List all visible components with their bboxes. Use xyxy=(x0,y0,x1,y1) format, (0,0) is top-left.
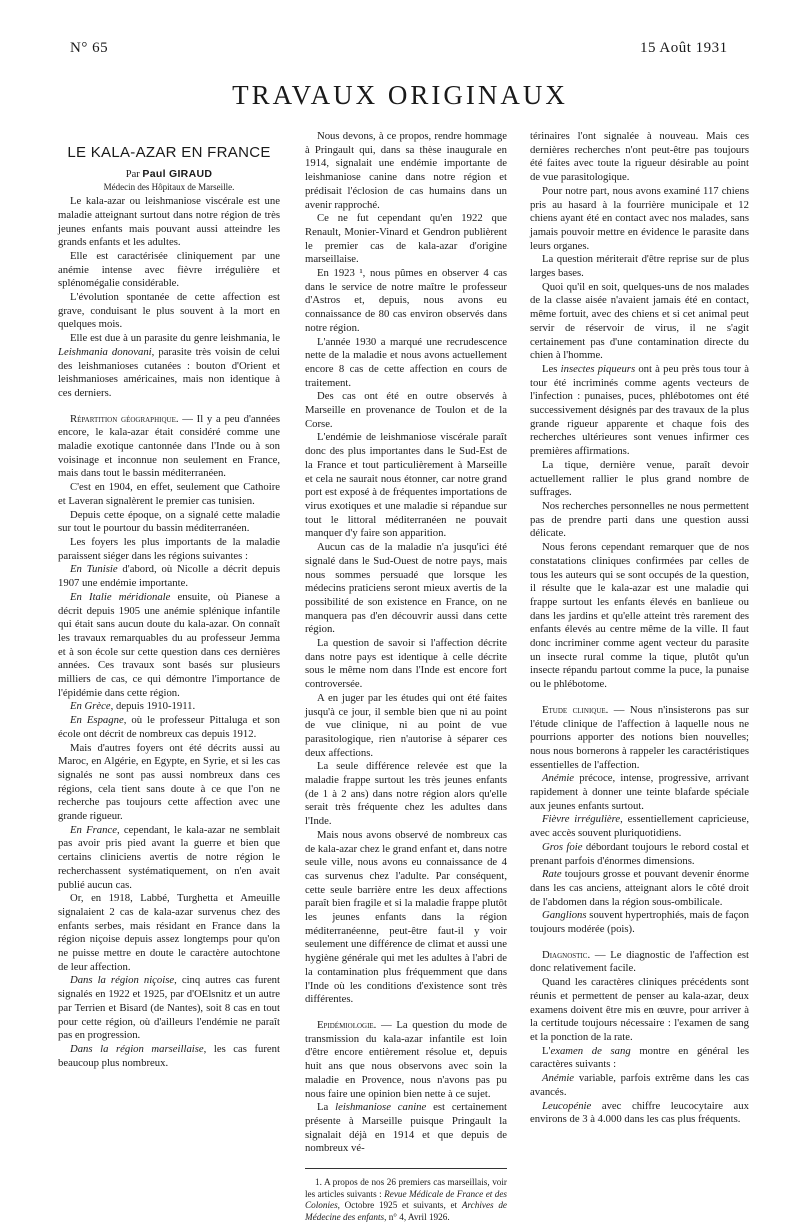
text-run: est certainement présente à Marseille puisque Pringault la signalait déjà en 1914 et que depuis de nombreux vé- xyxy=(305,1101,508,1155)
column-2 xyxy=(305,130,507,1223)
text-run: — Le diagnostic de l'affection est donc relativement facile. xyxy=(530,948,749,975)
paragraph: C'est en 1904, en effet, seulement que Cathoire et Laveran signalèrent le premier cas tunisien. xyxy=(58,481,280,507)
section-heading: Répartition géographique. xyxy=(70,412,179,425)
symptom: Rate xyxy=(542,868,562,881)
symptom: Fièvre irrégulière xyxy=(542,813,621,826)
paragraph: L'endémie de leishmaniose viscérale paraît donc des plus importantes dans le Sud-Est de la France et tout particulièrement à Marseille et cela ne saurait nous étonner, car notre grand port est exposé à de fréquentes importations de virus exotiques et une maladie si répandue sur tout le littoral méditerranéen ne pouvait manquer d'y faire son apparition. xyxy=(305,431,507,540)
paragraph: Or, en 1918, Labbé, Turghetta et Ameuille signalaient 2 cas de kala-azar survenus chez des enfants serbes, mais résidant en France dans la région niçoise depuis assez longtemps pour qu'on ne puisse mettre en doute le caractère autochtone de leur affection. xyxy=(58,892,280,973)
paragraph xyxy=(58,332,280,401)
paragraph xyxy=(530,1045,749,1072)
paragraph xyxy=(58,700,280,714)
paragraph xyxy=(530,909,749,936)
region-name: En Grèce xyxy=(70,700,111,713)
paragraph xyxy=(58,714,280,741)
text-run: toujours grosse et pouvant devenir énorme dans les cas anciens, atteignant alors le côté droit de l'abdomen dans la région sous-ombilicale. xyxy=(530,868,749,908)
text-run: montre en général les caractères suivants : xyxy=(530,1044,749,1071)
paragraph: La tique, dernière venue, paraît devoir actuellement rallier le plus grand nombre de suffrages. xyxy=(530,458,749,499)
author-prefix: Par xyxy=(125,168,140,180)
paragraph xyxy=(530,1072,749,1099)
text-run: précoce, intense, progressive, arrivant rapidement à donner une teinte blafarde spéciale aux jeunes enfants surtout. xyxy=(530,772,749,812)
region-name: Dans la région marseillaise xyxy=(70,1043,204,1055)
section-heading: Etude clinique. xyxy=(542,703,609,716)
paragraph: Des cas ont été en outre observés à Marseille en provenance de Toulon et de la Corse. xyxy=(305,390,507,430)
author-affiliation: Médecin des Hôpitaux de Marseille. xyxy=(103,182,235,193)
column-1 xyxy=(58,146,280,1070)
text-run: , essentiellement capricieuse, avec accès souvent pluriquotidiens. xyxy=(530,813,749,840)
paragraph: En 1923 ¹, nous pûmes en observer 4 cas dans le service de notre maître le professeur d'Astros et, depuis, nous avons eu connaissance de 80 cas environ observés dans notre région. xyxy=(305,267,507,334)
section-heading: Diagnostic. xyxy=(542,948,591,961)
section-title: TRAVAUX ORIGINAUX xyxy=(232,80,568,110)
section-heading: Epidémiologie. xyxy=(317,1019,377,1031)
text-run: souvent hypertrophiés, mais de façon toujours modérée (pois). xyxy=(530,909,749,936)
paragraph xyxy=(58,413,280,482)
paragraph xyxy=(58,824,280,893)
text-run: ensuite, où Pianese a décrit depuis 1905 une anémie splénique infantile qui était sans aucun doute du kala-azar. On connaît les travaux remarquables du au professeur Jemma et à son école sur cette question dans ces dernières années. Ces travaux sont basés sur plusieurs milliers de cas, ce qui démontre l'importance de l'épidémie dans cette région. xyxy=(58,590,280,699)
region-name: En Espagne xyxy=(70,714,124,727)
text-run: débordant toujours le rebord costal et prenant parfois d'énormes dimensions. xyxy=(530,840,749,867)
paragraph xyxy=(58,563,280,590)
text-run: variable, parfois extrême dans les cas avancés. xyxy=(530,1072,749,1098)
author-name: Paul GIRAUD xyxy=(142,167,213,180)
paragraph xyxy=(530,868,749,909)
paragraph: Ce ne fut cependant qu'en 1922 que Renault, Monier-Vinard et Gendron publièrent le premier cas de kala-azar d'origine marseillaise. xyxy=(305,212,507,266)
paragraph: La seule différence relevée est que la maladie frappe surtout les très jeunes enfants (de 1 à 2 ans) dans notre région alors qu'elle serait très fréquente chez les adultes dans l'Inde. xyxy=(305,760,507,828)
paragraph: Quand les caractères cliniques précédents sont réunis et permettent de penser au kala-azar, deux examens doivent être mis en œuvre, pour arriver à la certitude toujours nécessaire : l'examen de sang et la ponction de la rate. xyxy=(530,976,749,1043)
paragraph xyxy=(530,841,749,868)
text-run: — Il y a peu d'années encore, le kala-azar était considéré comme une maladie exotique cantonnée dans l'Inde ou à son voisinage et inconnue non seulement en France, mais dans tout le bassin méditerranéen. xyxy=(58,412,280,480)
text-run: , cinq autres cas furent signalés en 1922 et 1925, par d'OElsnitz et un autre par Terrien et Bisard (de Nantes), soit 8 cas en tout pour cette région, où d'ailleurs l'endémie ne paraît pas en progression. xyxy=(58,974,280,1042)
paragraph: térinaires l'ont signalée à nouveau. Mais ces dernières recherches n'ont peut-être pas toujours été faites avec toute la rigueur désirable au point de vue parasitologique. xyxy=(530,130,749,184)
region-name: Dans la région niçoise xyxy=(70,974,175,987)
paragraph: Les foyers les plus importants de la maladie paraissent siéger dans les régions suivantes : xyxy=(58,535,280,562)
emphasis: examen de sang xyxy=(550,1044,631,1057)
paragraph: Pour notre part, nous avons examiné 117 chiens pris au hasard à la fourrière municipale et 12 chiens ayant été en contact avec nos malades, sans jamais pouvoir mettre en évidence le parasite dans leurs organes. xyxy=(530,184,749,252)
text-run: 1. A propos de nos 26 premiers cas marseillais, voir les articles suivants : xyxy=(305,1177,507,1199)
text-run: d'abord, où Nicolle a décrit depuis 1907 une endémie importante. xyxy=(58,563,280,590)
paragraph xyxy=(305,1101,507,1156)
text-run: L' xyxy=(542,1044,551,1057)
paragraph: Nos recherches personnelles ne nous permettent pas de prendre parti dans une question aussi délicate. xyxy=(530,499,749,540)
paragraph: Mais nous avons observé de nombreux cas de kala-azar chez le grand enfant et, dans notre seule ville, nous avons eu connaissance de 4 cas survenus chez l'adulte. Par conséquent, cette seule barrière entre les deux affections paraît bien fragile et si la maladie frappe plutôt les jeunes enfants dans la région méditerranéenne, peut-être faut-il y voir seulement une différence de climat et aussi une hygiène générale qui met les adultes à l'abri de la contamination plus fréquemment que dans l'Inde où les conditions d'existence sont très différentes. xyxy=(305,828,507,1006)
symptom: Anémie xyxy=(542,772,575,785)
text-run: , cependant, le kala-azar ne semblait pas avoir pris pied avant la guerre et bien que certains cliniciens avertis de notre région le recherchassent systématiquement, on n'en avait publié aucun cas. xyxy=(58,823,281,891)
paragraph xyxy=(58,974,280,1043)
journal-title: Archives de Médecine des enfants xyxy=(305,1200,507,1222)
text-run: avec chiffre leucocytaire aux environs de 3 à 4.000 dans les cas plus fréquents. xyxy=(530,1099,749,1126)
paragraph xyxy=(530,704,749,773)
symptom: Ganglions xyxy=(542,909,587,922)
symptom: Gros foie xyxy=(542,840,583,853)
text-run: , parasite très voisin de celui des leishmanioses cutanées : bouton d'Orient et leishmanioses américaines, mais non identique à ces derniers. xyxy=(58,345,281,399)
text-run: , les cas furent beaucoup plus nombreux. xyxy=(58,1043,280,1069)
footnote-divider xyxy=(305,1168,507,1169)
symptom: Anémie xyxy=(542,1072,575,1085)
paragraph: La question de savoir si l'affection décrite dans notre pays est identique à celle décrite sous le même nom dans l'Inde est encore fort controversée. xyxy=(305,637,507,691)
column-3 xyxy=(530,130,749,1127)
region-name: En Tunisie xyxy=(70,563,118,576)
paragraph: Le kala-azar ou leishmaniose viscérale est une maladie atteignant surtout dans notre région de très jeunes enfants mais pouvant aussi atteindre les grands enfants et les adultes. xyxy=(58,195,280,249)
paragraph: L'évolution spontanée de cette affection est grave, conduisant le plus souvent à la mort en quelques mois. xyxy=(58,291,280,331)
text-run: Elle est due à un parasite du genre leishmania, le xyxy=(70,332,280,345)
text-run: Les xyxy=(542,362,561,375)
text-run: , où le professeur Pittaluga et son école ont décrit de nombreux cas depuis 1912. xyxy=(58,714,280,740)
paragraph: Mais d'autres foyers ont été décrits aussi au Maroc, en Algérie, en Egypte, en Syrie, et si les cas signalés ne sont pas aussi nombreux dans ces régions, cela tient sans doute à ce que l'on ne recherche pas toujours cette affection avec une grande rigueur. xyxy=(58,741,280,823)
paragraph: Quoi qu'il en soit, quelques-uns de nos malades de la classe aisée n'avaient jamais été en contact, même fortuit, avec des chiens et si cet animal peut servir de réservoir de virus, il ne s'agit certainement pas d'une contamination directe du chien à l'homme. xyxy=(530,280,749,362)
paragraph xyxy=(58,1043,280,1070)
issue-date: 15 Août 1931 xyxy=(640,40,728,56)
text-run: , Octobre 1925 et suivants, et xyxy=(337,1200,462,1211)
paragraph: Nous devons, à ce propos, rendre hommage à Pringault qui, dans sa thèse inaugurale en 1914, signalait une endémie importante de leishmaniose canine dans notre région et prédisait l'éclosion de cas humains dans un avenir rapproché. xyxy=(305,130,507,211)
text-run: — La question du mode de transmission du kala-azar infantile est loin d'être encore entièrement résolue et, depuis huit ans que nous observons avec soin la maladie en Provence, nous n'avons pas pu nous faire une opinion bien nette à ce sujet. xyxy=(305,1019,507,1100)
paragraph: La question mériterait d'être reprise sur de plus larges bases. xyxy=(530,253,749,280)
paragraph xyxy=(530,1100,749,1127)
text-run: , depuis 1910-1911. xyxy=(110,700,196,713)
paragraph: A en juger par les études qui ont été faites jusqu'à ce jour, il semble bien que ni au point de vue clinique, ni au point de vue parasitologique, rien n'autorise à séparer ces deux affections. xyxy=(305,691,507,759)
symptom: Leucopénie xyxy=(542,1099,592,1112)
paragraph xyxy=(305,1019,507,1101)
text-run: , n° 4, Avril 1926. xyxy=(384,1211,450,1222)
paragraph: L'année 1930 a marqué une recrudescence nette de la maladie et nous avons actuellement encore 8 cas de cette affection en cours de traitement. xyxy=(305,335,507,389)
paragraph: Aucun cas de la maladie n'a jusqu'ici été signalé dans le Sud-Ouest de notre pays, mais nous sommes persuadé que lorsque les médecins praticiens seront mieux avertis de la possibilité de son existence en France, on ne manquera pas d'en découvrir aussi dans cette région. xyxy=(305,541,507,636)
paragraph xyxy=(530,363,749,459)
paragraph: Depuis cette époque, on a signalé cette maladie sur tout le pourtour du bassin méditerranéen. xyxy=(58,508,280,535)
author-line xyxy=(58,168,280,182)
region-name: En France xyxy=(70,823,117,836)
region-name: En Italie méridionale xyxy=(70,590,171,603)
emphasis: insectes piqueurs xyxy=(560,362,636,375)
article-title: LE KALA-AZAR EN FRANCE xyxy=(67,144,271,161)
text-run: ont à peu près tous tour à tour été incriminés comme agents vecteurs de l'infection : punaises, puces, phlébotomes ont été successivement désignés par des travaux de la plus grande rigueur apparente et chaque fois des recherches ultérieures sont venues infirmer ces premières affirmations. xyxy=(530,362,749,458)
text-run: La xyxy=(317,1101,336,1114)
issue-number: N° 65 xyxy=(70,40,109,56)
paragraph xyxy=(58,591,280,701)
paragraph: Elle est caractérisée cliniquement par une anémie intense avec fièvre irrégulière et splénomégalie considérable. xyxy=(58,249,280,290)
paragraph xyxy=(530,772,749,813)
paragraph: Nous ferons cependant remarquer que de nos constatations cliniques confirmées par celles de tous les auteurs qui se sont occupés de la question, il résulte que le kala-azar est une maladie qui frappe surtout les enfants élevés en banlieue ou dans les jardins et qu'elle atteint très rarement des enfants élevés au centre même de la ville. Il faut donc incriminer comme agent vecteur du parasite un insecte rural comme la tique, plutôt qu'un insecte répandu partout comme la puce, la punaise ou le phlébotome. xyxy=(530,541,749,691)
paragraph xyxy=(530,813,749,840)
species-name: Leishmania donovani xyxy=(58,345,152,358)
footnote xyxy=(305,1177,507,1223)
text-run: — Nous n'insisterons pas sur l'étude clinique de l'affection à laquelle nous ne pourrions apporter des notions bien nouvelles; nous nous bornerons à rappeler les caractéristiques essentielles de l'affection. xyxy=(530,703,749,771)
emphasis: leishmaniose canine xyxy=(335,1101,427,1114)
journal-title: Revue Médicale de France et des Colonies xyxy=(305,1188,508,1211)
paragraph xyxy=(530,949,749,976)
